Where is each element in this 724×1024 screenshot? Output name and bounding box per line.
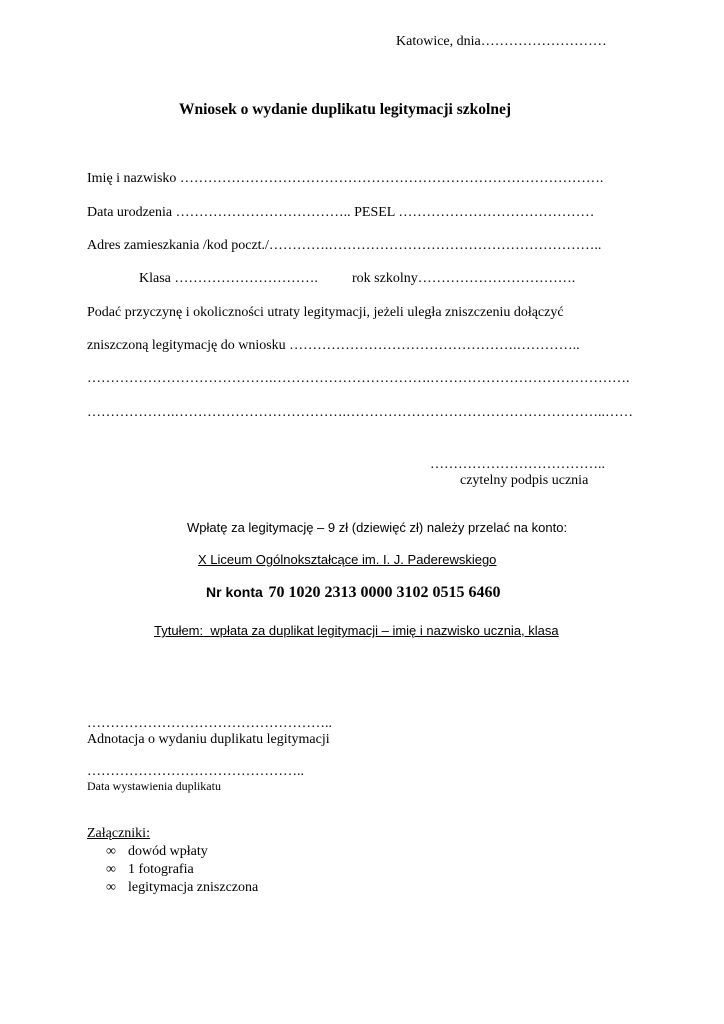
school-year-field: rok szkolny……………………………. [352,271,576,286]
school-name: X Liceum Ogólnokształcące im. I. J. Paderewskiego [198,552,497,567]
transfer-title-text: wpłata za duplikat legitymacji – imię i nazwisko ucznia, klasa [210,623,559,638]
list-item: ∞ 1 fotografia [106,862,194,877]
document-title: Wniosek o wydanie duplikatu legitymacji szkolnej [179,101,511,118]
reason-line-4: ……………….……………………………….………………………………………………..…… [87,405,633,420]
account-number: 70 1020 2313 0000 3102 0515 6460 [268,584,501,601]
transfer-title-label: Tytułem: [154,623,204,638]
attachments-heading: Załączniki: [87,826,150,841]
transfer-title [154,623,559,638]
place-date: Katowice, dnia……………………… [396,34,607,49]
bank-account [206,584,501,602]
infinity-bullet-icon: ∞ [106,844,116,859]
attachments-list [106,843,258,897]
signature-label: czytelny podpis ucznia [460,473,589,488]
reason-line-1: Podać przyczynę i okoliczności utraty legitymacji, jeżeli uległa zniszczeniu dołączyć [87,305,564,320]
signature-line: ……………………………….. [430,457,605,472]
infinity-bullet-icon: ∞ [106,880,116,895]
address-field-line: Adres zamieszkania /kod poczt./………….………………………………………………….. [87,238,602,253]
birth-pesel-line: Data urodzenia ……………………………….. PESEL …………………………………… [87,205,595,220]
account-label: Nr konta [206,584,263,600]
issue-date-label: Data wystawienia duplikatu [87,779,221,793]
reason-line-3: ………………………………….…………………………….……………………………………. [87,371,630,386]
list-item: ∞ dowód wpłaty [106,844,208,859]
annotation-label: Adnotacja o wydaniu duplikatu legitymacji [87,732,330,747]
payment-info: Wpłatę za legitymację – 9 zł (dziewięć zł) należy przelać na konto: [187,520,568,535]
class-field: Klasa …………………………. [139,271,318,286]
name-field-line: Imię i nazwisko ………………………………………………………………………………. [87,171,604,186]
annotation-line: …………………………………………….. [87,716,332,731]
list-item: ∞ legitymacja zniszczona [106,880,259,895]
reason-line-2: zniszczoną legitymację do wniosku ………………………………………….………….. [87,338,580,353]
issue-date-line: ……………………………………….. [87,764,304,779]
infinity-bullet-icon: ∞ [106,862,116,877]
